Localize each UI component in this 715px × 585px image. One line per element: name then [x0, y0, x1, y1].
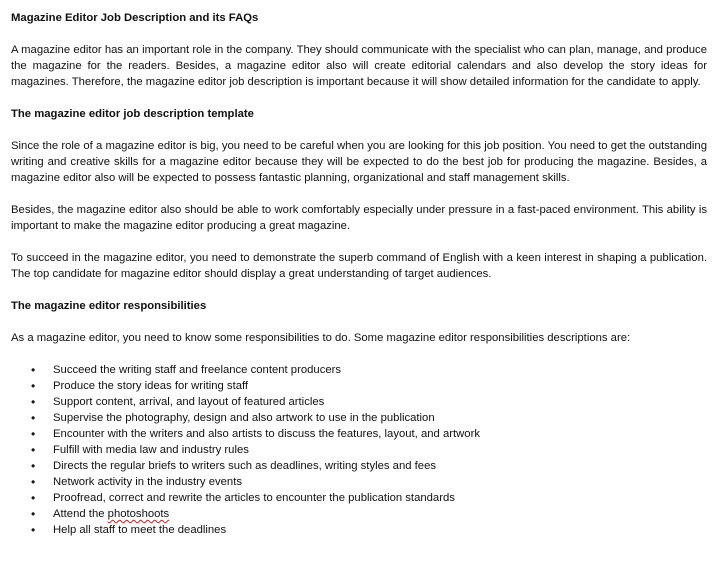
list-item: • Encounter with the writers and also artists to discuss the features, layout, and artwork [31, 426, 707, 442]
document-title: Magazine Editor Job Description and its FAQs [11, 12, 259, 24]
section-heading-template: The magazine editor job description template [11, 108, 254, 120]
list-item: • Directs the regular briefs to writers such as deadlines, writing styles and fees [31, 458, 707, 474]
list-item: • Network activity in the industry events [31, 474, 707, 490]
list-item: • Fulfill with media law and industry rules [31, 442, 707, 458]
intro-paragraph: A magazine editor has an important role in the company. They should communicate with the specialist who can plan, manage, and produce the magazine for the readers. Besides, a magazine editor also will create editorial calendars and also develop the story ideas for magazines. Therefore, the magazine editor job description is important because it will show detailed information for the candidate to apply. [11, 44, 707, 88]
list-item: • Supervise the photography, design and also artwork to use in the publication [31, 410, 707, 426]
list-item: • Support content, arrival, and layout of featured articles [31, 394, 707, 410]
template-paragraph-1: Since the role of a magazine editor is big, you need to be careful when you are looking for this job position. You need to get the outstanding writing and creative skills for a magazine editor because they will be expected to do the best job for producing the magazine. Besides, a magazine editor also will be expected to possess fantastic planning, organizational and staff management skills. [11, 140, 707, 184]
list-item: • Produce the story ideas for writing staff [31, 378, 707, 394]
responsibilities-intro: As a magazine editor, you need to know some responsibilities to do. Some magazine editor responsibilities descriptions are: [11, 332, 631, 344]
spellcheck-flagged-word[interactable]: photoshoots [107, 508, 170, 520]
list-item [31, 506, 707, 522]
list-item: • Succeed the writing staff and freelance content producers [31, 362, 707, 378]
list-item-text: Attend the [53, 508, 108, 520]
list-item: • Proofread, correct and rewrite the articles to encounter the publication standards [31, 490, 707, 506]
list-item: • Help all staff to meet the deadlines [31, 522, 707, 538]
template-paragraph-3: To succeed in the magazine editor, you need to demonstrate the superb command of English with a keen interest in shaping a publication. The top candidate for magazine editor should display a great understanding of target audiences. [11, 252, 707, 280]
section-heading-responsibilities: The magazine editor responsibilities [11, 300, 207, 312]
responsibilities-list [11, 362, 707, 538]
template-paragraph-2: Besides, the magazine editor also should be able to work comfortably especially under pressure in a fast-paced environment. This ability is important to make the magazine editor producing a great magazine. [11, 204, 707, 232]
